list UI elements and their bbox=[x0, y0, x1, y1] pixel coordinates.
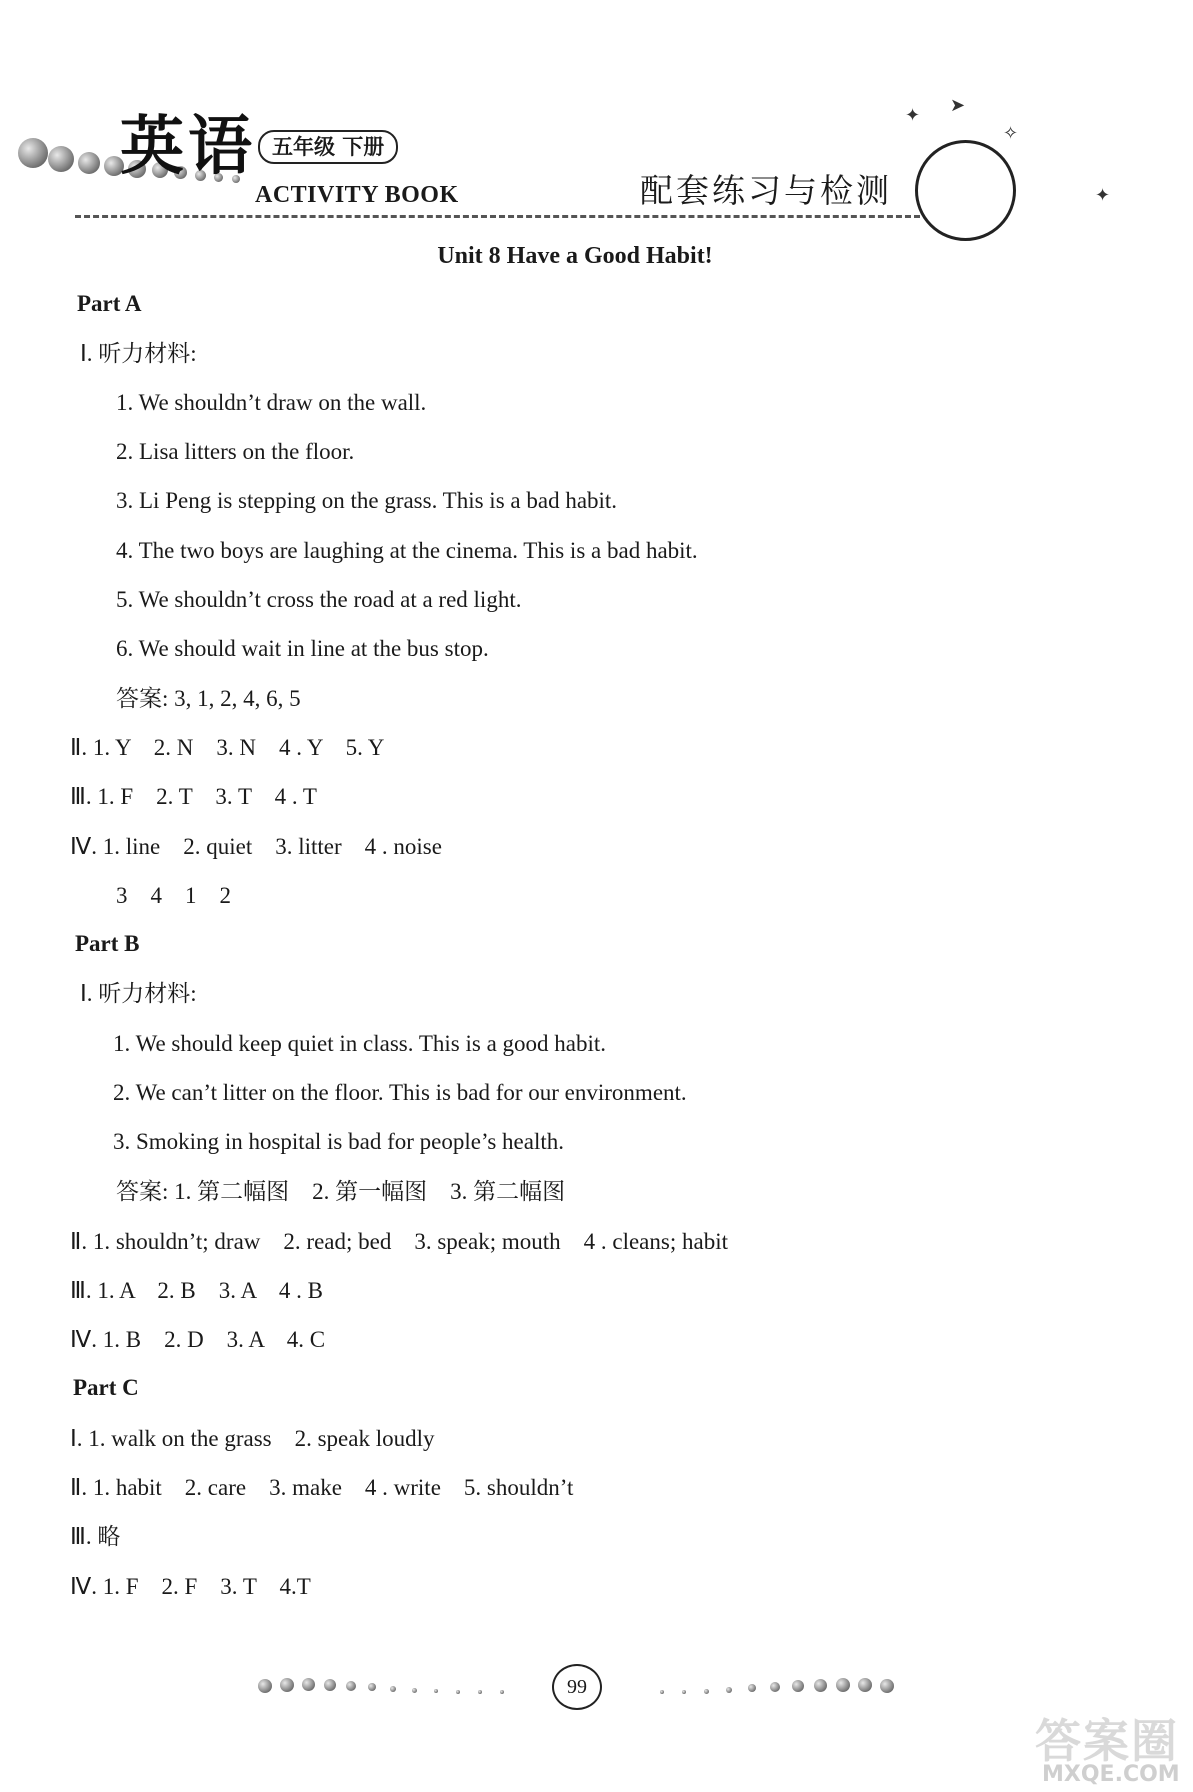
sparkle-icon: ✦ bbox=[1095, 185, 1111, 206]
answer-line: 答案: 1. 第二幅图 2. 第一幅图 3. 第二幅图 bbox=[116, 1179, 566, 1204]
decor-dot-icon bbox=[368, 1683, 376, 1691]
list-item: 2. We can’t litter on the floor. This is bad for our environment. bbox=[113, 1080, 687, 1105]
unit-title: Unit 8 Have a Good Habit! bbox=[437, 243, 713, 269]
sparkle-icon: ✦ bbox=[905, 105, 921, 126]
answer-line: Ⅲ. 1. A 2. B 3. A 4 . B bbox=[70, 1278, 323, 1303]
decor-dot-icon bbox=[792, 1680, 804, 1692]
grade-badge: 五年级 下册 bbox=[258, 130, 398, 164]
list-item: 3. Smoking in hospital is bad for people’s health. bbox=[113, 1129, 565, 1154]
list-item: 2. Lisa litters on the floor. bbox=[116, 439, 355, 464]
decor-dot-icon bbox=[660, 1690, 664, 1694]
answer-line: Ⅳ. 1. line 2. quiet 3. litter 4 . noise bbox=[70, 834, 442, 859]
activity-book-label: ACTIVITY BOOK bbox=[255, 182, 459, 208]
decor-dot-icon bbox=[346, 1681, 356, 1691]
decor-dot-icon bbox=[478, 1690, 482, 1694]
answer-line: Ⅱ. 1. habit 2. care 3. make 4 . write 5. shouldn’t bbox=[70, 1475, 574, 1500]
decor-dot-icon bbox=[500, 1690, 504, 1694]
watermark-logo: 答案圈 bbox=[1035, 1714, 1179, 1768]
answer-line: Ⅰ. 1. walk on the grass 2. speak loudly bbox=[70, 1426, 435, 1451]
decor-dot-icon bbox=[18, 138, 48, 168]
answer-line: 3 4 1 2 bbox=[116, 883, 231, 908]
decor-dot-icon bbox=[412, 1688, 417, 1693]
decor-dot-icon bbox=[836, 1678, 850, 1692]
answer-line: Ⅳ. 1. B 2. D 3. A 4. C bbox=[70, 1327, 326, 1352]
answer-line: Ⅱ. 1. Y 2. N 3. N 4 . Y 5. Y bbox=[70, 735, 385, 760]
page-header bbox=[0, 0, 1193, 250]
list-item: 1. We shouldn’t draw on the wall. bbox=[116, 390, 427, 415]
part-b-heading: Part B bbox=[75, 931, 140, 956]
part-b-section-1-heading: Ⅰ. 听力材料: bbox=[80, 981, 197, 1006]
answer-line: Ⅲ. 略 bbox=[70, 1524, 121, 1549]
book-title: 英语 bbox=[120, 110, 256, 184]
answer-line: Ⅲ. 1. F 2. T 3. T 4 . T bbox=[70, 784, 317, 809]
decor-dot-icon bbox=[258, 1679, 272, 1693]
answer-line: Ⅱ. 1. shouldn’t; draw 2. read; bed 3. speak; mouth 4 . cleans; habit bbox=[70, 1229, 728, 1254]
decor-dot-icon bbox=[748, 1684, 756, 1692]
list-item: 6. We should wait in line at the bus stop. bbox=[116, 636, 489, 661]
sparkle-icon: ➤ bbox=[950, 95, 966, 116]
decor-dot-icon bbox=[434, 1689, 438, 1693]
list-item: 4. The two boys are laughing at the cinema. This is a bad habit. bbox=[116, 538, 698, 563]
decor-dot-icon bbox=[324, 1679, 336, 1691]
decor-dot-icon bbox=[302, 1678, 315, 1691]
answer-line: Ⅳ. 1. F 2. F 3. T 4.T bbox=[70, 1574, 311, 1599]
answer-line: 答案: 3, 1, 2, 4, 6, 5 bbox=[116, 686, 301, 711]
header-divider bbox=[75, 215, 920, 218]
decor-dot-icon bbox=[858, 1678, 872, 1692]
decor-circle-icon bbox=[915, 140, 1016, 241]
decor-dot-icon bbox=[456, 1690, 460, 1694]
decor-dot-icon bbox=[390, 1686, 396, 1692]
decor-dot-icon bbox=[880, 1679, 894, 1693]
part-c-heading: Part C bbox=[73, 1375, 139, 1400]
decor-dot-icon bbox=[280, 1678, 294, 1692]
sparkle-icon: ✧ bbox=[1003, 123, 1019, 144]
series-title: 配套练习与检测 bbox=[640, 171, 892, 210]
decor-dot-icon bbox=[682, 1690, 686, 1694]
part-a-heading: Part A bbox=[77, 291, 142, 316]
decor-dot-icon bbox=[726, 1687, 732, 1693]
list-item: 3. Li Peng is stepping on the grass. This is a bad habit. bbox=[116, 488, 618, 513]
decor-dot-icon bbox=[48, 146, 74, 172]
decor-dot-icon bbox=[78, 152, 100, 174]
watermark-url: MXQE.COM bbox=[1042, 1762, 1180, 1787]
list-item: 1. We should keep quiet in class. This is a good habit. bbox=[113, 1031, 607, 1056]
part-a-section-1-heading: Ⅰ. 听力材料: bbox=[80, 341, 197, 366]
page-number: 99 bbox=[552, 1664, 602, 1710]
list-item: 5. We shouldn’t cross the road at a red light. bbox=[116, 587, 522, 612]
decor-dot-icon bbox=[704, 1689, 709, 1694]
decor-dot-icon bbox=[814, 1679, 827, 1692]
decor-dot-icon bbox=[770, 1682, 780, 1692]
